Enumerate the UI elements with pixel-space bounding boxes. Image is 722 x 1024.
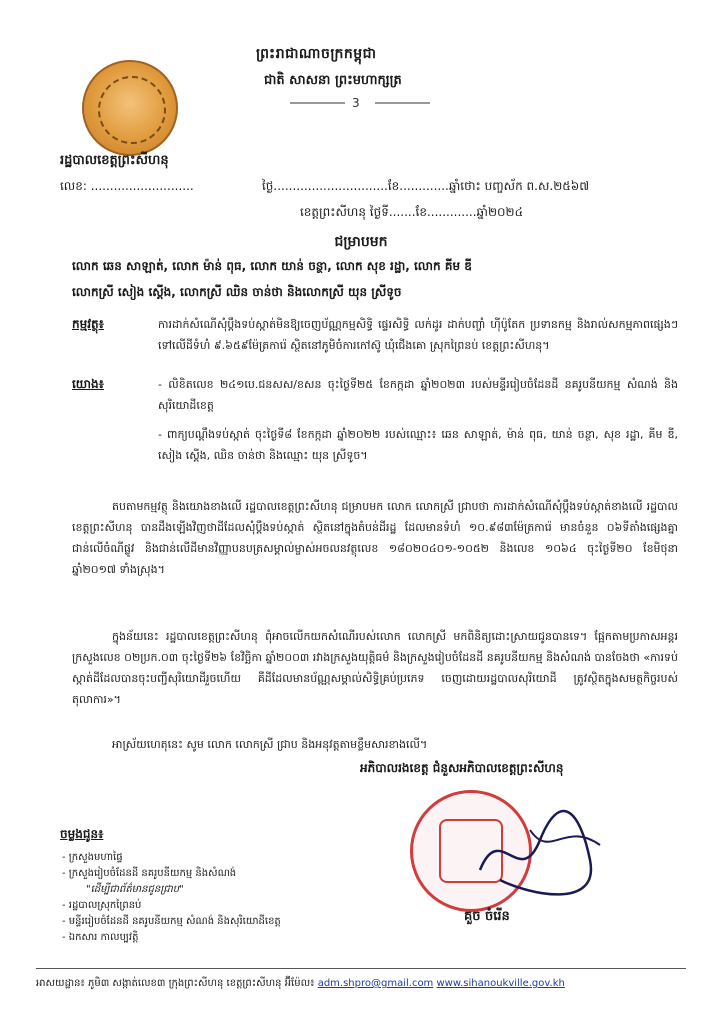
body-paragraph-1: តបតាមកម្មវត្ថុ និងយោងខាងលើ រដ្ឋបាលខេត្តព្រះសីហនុ ជម្រាបមក លោក លោកស្រី ជ្រាបថា ការដាក់សំណើសុំប្ដឹងទប់ស្កាត់ខាងលើ រដ្ឋបាលខេត្តព្រះសីហនុ បានដឹងឡើងវិញថាដីដែលសុំប្ដឹងទប់ស្កាត់ ស្ថិតនៅក្នុងតំបន់ដីរដ្ឋ ដែលមានទំហំ ១០.៩៨៣ម៉ែត្រការ៉េ មានចំនួន ០៦ទីតាំងផ្សេងគ្នា ជាន់លើចំណីផ្លូវ និងជាន់លើដីមានវិញ្ញាបនបត្រសម្គាល់ម្ចាស់អចលនវត្ថុលេខ ១៨០២០៤០១-១០៥២ និងលេខ ១០៦៤ ចុះថ្ងៃទី២០ ខែមិថុនា ឆ្នាំ២០១៧ ទាំងស្រុង។ bbox=[72, 500, 678, 576]
reference-label: យោង៖ bbox=[72, 377, 104, 391]
subject-text: ការដាក់សំណើសុំប្ដឹងទប់ស្កាត់មិនឱ្យចេញប័ណ្ណកម្មសិទ្ធិ ផ្ទេរសិទ្ធិ លក់ដូរ ដាក់បញ្ចាំ ហ៊ីប៉ូតែក ប្រទានកម្ម និងរាល់សកម្មភាពផ្សេងៗ ទៅលើដីទំហំ ៩.៦៥៩ម៉ែត្រការ៉េ ស្ថិតនៅភូមិចំការកៅស៊ូ ឃុំជើងគោ ស្រុកព្រៃនប់ ខេត្តព្រះសីហនុ។ bbox=[158, 318, 678, 352]
ornament-glyph: 3 bbox=[352, 96, 364, 110]
handwritten-signature bbox=[470, 800, 610, 900]
national-motto: ជាតិ សាសនា ព្រះមហាក្សត្រ bbox=[264, 73, 402, 88]
signatory-title: អភិបាលរងខេត្ត ជំនួសអភិបាលខេត្តព្រះសីហនុ bbox=[360, 761, 564, 775]
cc-item: - រដ្ឋបាលស្រុកព្រៃនប់ bbox=[62, 900, 142, 911]
footer bbox=[36, 976, 686, 991]
ornament-icon bbox=[290, 96, 430, 110]
cc-item: - ក្រសួងរៀបចំដែនដី នគរូបនីយកម្ម និងសំណង់ bbox=[62, 868, 237, 879]
letter-heading: ជម្រាបមក bbox=[334, 234, 388, 250]
cc-item: - ក្រសួងមហាផ្ទៃ bbox=[62, 852, 123, 863]
lunar-date-line: ថ្ងៃ..............................ខែ.............ឆ្នាំថោះ បញ្ចស័ក ព.ស.២៥៦៧ bbox=[262, 179, 590, 193]
cc-item: "ដើម្បីជាព័ត៌មានជូនជ្រាប" bbox=[86, 884, 184, 895]
reference-item-1: - លិខិតលេខ ២៤១បេ.ជនសស/ខសន ចុះថ្ងៃទី២៥ ខែកក្កដា ឆ្នាំ២០២៣ របស់មន្ទីររៀបចំដែនដី នគរូបនីយកម្ម សំណង់ និងសុរិយោដីខេត្ត bbox=[158, 378, 678, 412]
body-paragraph-2: ក្នុងន័យនេះ រដ្ឋបាលខេត្តព្រះសីហនុ ពុំអាចលើកយកសំណើរបស់លោក លោកស្រី មកពិនិត្យដោះស្រាយជូនបានទេ។ ផ្អែកតាមប្រកាសអន្តរក្រសួងលេខ ០២ប្រក.០៣ ចុះថ្ងៃទី២៦ ខែវិច្ឆិកា ឆ្នាំ២០០៣ រវាងក្រសួងយុត្តិធម៌ និងក្រសួងរៀបចំដែនដី នគរូបនីយកម្ម និងសំណង់ បានចែងថា «ការទប់ស្កាត់ដីដែលបានចុះបញ្ជីសុរិយោដីរួចហើយ គឺដីដែលមានប័ណ្ណសម្គាល់សិទ្ធិគ្រប់ប្រភេទ ចេញដោយរដ្ឋបាលសុរិយោដី ត្រូវស្ថិតក្នុងសមត្ថកិច្ចរបស់តុលាការ»។ bbox=[72, 630, 678, 706]
issuing-agency: រដ្ឋបាលខេត្តព្រះសីហនុ bbox=[60, 153, 169, 168]
kingdom-title: ព្រះរាជាណាចក្រកម្ពុជា bbox=[256, 46, 377, 62]
cc-label: ចម្លងជូន៖ bbox=[60, 827, 104, 841]
solar-date-line: ខេត្តព្រះសីហនុ ថ្ងៃទី.......ខែ.............ឆ្នាំ២០២៤ bbox=[300, 205, 524, 219]
provincial-emblem-seal bbox=[82, 60, 178, 156]
footer-email-link[interactable]: adm.shpro@gmail.com bbox=[317, 978, 434, 989]
recipients-line-2: លោកស្រី សៀង ស្ដើង, លោកស្រី ឈិន ចាន់ថា និងលោកស្រី យុន ស្រីទូច bbox=[72, 285, 402, 299]
reference-item-2: - ពាក្យបណ្ដឹងទប់ស្កាត់ ចុះថ្ងៃទី៨ ខែកក្កដា ឆ្នាំ២០២២ របស់ឈ្មោះ៖ ឆេន សាឡាត់, ម៉ាន់ ពុធ, យាន់ ចន្ថា, សុខ រដ្ឋា, គីម ឌី, សៀង ស្ដើង, ឈិន ចាន់ថា និងឈ្មោះ យុន ស្រីទូច។ bbox=[158, 428, 678, 462]
cc-list bbox=[62, 850, 382, 946]
ornament-divider bbox=[290, 96, 430, 114]
subject-label: កម្មវត្ថុ៖ bbox=[72, 317, 104, 331]
reference-number: លេខ: ........................... bbox=[60, 179, 194, 193]
footer-address: អាសយដ្ឋាន៖ ភូមិ៣ សង្កាត់លេខ៣ ក្រុងព្រះសីហនុ ខេត្តព្រះសីហនុ អ៊ីម៉ែល៖ bbox=[36, 978, 315, 989]
cc-item: - មន្ទីររៀបចំដែនដី នគរូបនីយកម្ម សំណង់ និងសុរិយោដីខេត្ត bbox=[62, 916, 281, 927]
emblem-inner-ring bbox=[98, 76, 166, 144]
cc-item: - ឯកសារ កាលប្បវត្តិ bbox=[62, 932, 139, 943]
recipients-line-1: លោក ឆេន សាឡាត់, លោក ម៉ាន់ ពុធ, លោក យាន់ ចន្ថា, លោក សុខ រដ្ឋា, លោក គីម ឌី bbox=[72, 259, 472, 273]
signatory-name: គួច ចំរើន bbox=[464, 909, 510, 924]
closing-paragraph: អាស្រ័យហេតុនេះ សូម លោក លោកស្រី ជ្រាប និងអនុវត្តតាមខ្លឹមសារខាងលើ។ bbox=[112, 738, 428, 751]
footer-website-link[interactable]: www.sihanoukville.gov.kh bbox=[436, 978, 565, 989]
footer-divider bbox=[36, 968, 686, 969]
